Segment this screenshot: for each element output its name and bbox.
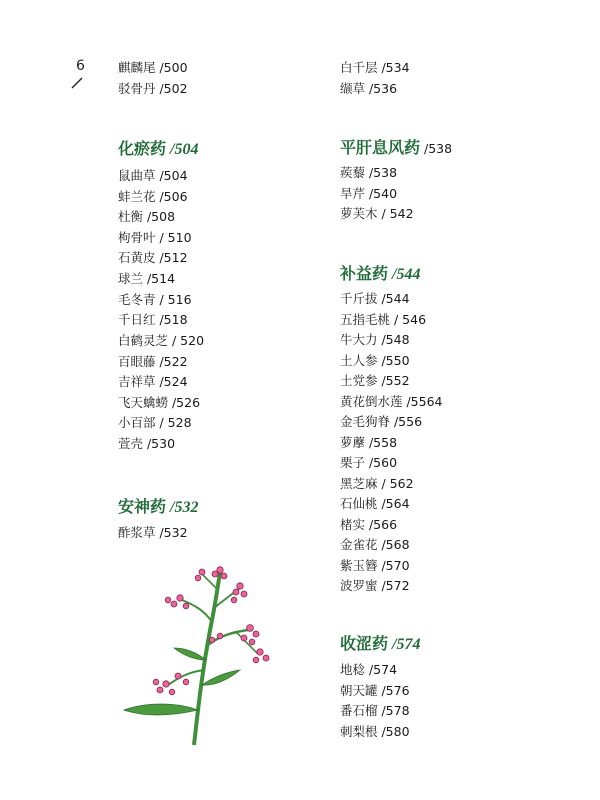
list-item: 白鹤灵芝 / 520 — [118, 333, 205, 348]
list-item: 栗子 /560 — [340, 455, 398, 470]
list-item: 石仙桃 /564 — [340, 496, 410, 511]
list-item: 土人参 /550 — [340, 353, 410, 368]
section-heading — [340, 261, 420, 284]
list-item: 缬草 /536 — [340, 81, 398, 96]
list-item: 毛冬青 / 516 — [118, 292, 192, 307]
list-item: 酢浆草 /532 — [118, 525, 188, 540]
section-heading-title: 化瘀药 — [118, 139, 167, 158]
section-heading — [118, 136, 198, 159]
list-item: 千斤拔 /544 — [340, 291, 410, 306]
list-item: 黄花倒水莲 /5564 — [340, 394, 443, 409]
list-item: 鼠曲草 /504 — [118, 168, 188, 183]
list-item: 金雀花 /568 — [340, 537, 410, 552]
list-item: 萝藦 /558 — [340, 435, 398, 450]
section-heading-page: /532 — [166, 499, 199, 516]
section-heading — [340, 135, 452, 158]
list-item: 蒺藜 /538 — [340, 165, 398, 180]
list-item: 刺梨根 /580 — [340, 724, 410, 739]
list-item: 球兰 /514 — [118, 271, 176, 286]
section-heading-page: /538 — [420, 141, 453, 156]
list-item: 石黄皮 /512 — [118, 250, 188, 265]
section-heading-page: /574 — [388, 636, 421, 653]
list-item: 千日红 /518 — [118, 312, 188, 327]
list-item: 枸骨叶 / 510 — [118, 230, 192, 245]
list-item: 麒麟尾 /500 — [118, 60, 188, 75]
list-item: 白千层 /534 — [340, 60, 410, 75]
list-item: 驳骨丹 /502 — [118, 81, 188, 96]
list-item: 波罗蜜 /572 — [340, 578, 410, 593]
list-item: 朝天罐 /576 — [340, 683, 410, 698]
list-item: 杜衡 /508 — [118, 209, 176, 224]
list-item: 土党参 /552 — [340, 373, 410, 388]
section-heading-title: 平肝息风药 — [340, 138, 421, 157]
section-heading — [118, 494, 198, 517]
list-item: 黑芝麻 / 562 — [340, 476, 414, 491]
list-item: 飞天蠄蟧 /526 — [118, 395, 201, 410]
list-item: 吉祥草 /524 — [118, 374, 188, 389]
list-item: 蚌兰花 /506 — [118, 189, 188, 204]
list-item: 楮实 /566 — [340, 517, 398, 532]
section-heading-title: 收涩药 — [340, 634, 389, 653]
list-item: 牛大力 /548 — [340, 332, 410, 347]
list-item: 萱壳 /530 — [118, 436, 176, 451]
list-item: 萝芙木 / 542 — [340, 206, 414, 221]
flowering-plant-illustration — [116, 560, 286, 745]
list-item: 金毛狗脊 /556 — [340, 414, 423, 429]
list-item: 番石榴 /578 — [340, 703, 410, 718]
list-item: 五指毛桃 / 546 — [340, 312, 427, 327]
page-number: 6 — [76, 58, 85, 74]
list-item: 小百部 / 528 — [118, 415, 192, 430]
section-heading-page: /504 — [166, 141, 199, 158]
list-item: 旱芹 /540 — [340, 186, 398, 201]
list-item: 紫玉簪 /570 — [340, 558, 410, 573]
page-slash-mark — [70, 76, 84, 90]
section-heading-title: 安神药 — [118, 497, 167, 516]
section-heading-page: /544 — [388, 266, 421, 283]
list-item: 百眼藤 /522 — [118, 354, 188, 369]
section-heading — [340, 631, 420, 654]
section-heading-title: 补益药 — [340, 264, 389, 283]
list-item: 地稔 /574 — [340, 662, 398, 677]
